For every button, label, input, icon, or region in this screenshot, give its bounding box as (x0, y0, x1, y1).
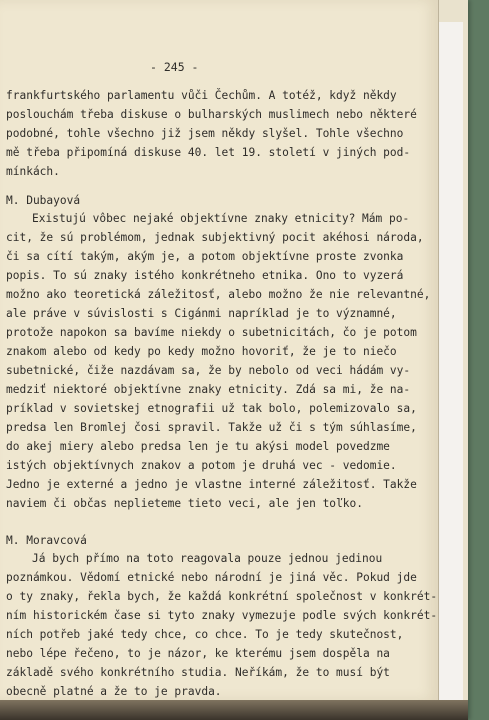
paragraph-line: ním historickém čase si tyto znaky vymezuje podle svých konkrét- (6, 609, 438, 622)
paragraph-line: znakom alebo od kedy po kedy možno hovoriť, že je to niečo (6, 345, 397, 358)
paragraph-line: Já bych přímo na toto reagovala pouze jednou jedinou (32, 552, 383, 565)
speaker-name-moravcova: M. Moravcová (6, 534, 87, 547)
paragraph-line: Jedno je externé a jedno je vlastne interné záležitosť. Takže (6, 478, 417, 491)
paragraph-line: cit, že sú problémom, jednak subjektivný pocit akéhosi národa, (6, 231, 424, 244)
paragraph-line: do akej miery alebo predsa len je tu akýsi model povedzme (6, 440, 390, 453)
paragraph-line: ale práve v súvislosti s Cigánmi napríklad je to významné, (6, 307, 397, 320)
paragraph-line: či sa cítí takým, akým je, a potom objektívne proste zvonka (6, 250, 404, 263)
paragraph-line: základě svého konkrétního studia. Neříkám, že to musí být (6, 666, 390, 679)
intro-line: poslouchám třeba diskuse o bulharských muslimech nebo některé (6, 108, 417, 121)
paragraph-line: o ty znaky, řekla bych, že každá konkrétní společnost v konkrét- (6, 590, 438, 603)
paragraph-line: obecně platné a že to je pravda. (6, 685, 222, 698)
paragraph-line: predsa len Bromlej čosi spravil. Takže už či s tým súhlasíme, (6, 421, 417, 434)
paragraph-line: subetnické, čiže nazdávam sa, že by nebolo od veci hádám vy- (6, 364, 411, 377)
book-bottom-shadow (0, 700, 468, 720)
paragraph-line: popis. To sú znaky istého konkrétneho etnika. Ono to vyzerá (6, 269, 404, 282)
intro-line: frankfurtského parlamentu vůči Čechům. A totéž, když někdy (6, 89, 397, 102)
intro-line: mínkách. (6, 165, 60, 178)
paragraph-line: možno ako teoretická záležitosť, alebo možno že nie relevantné, (6, 288, 431, 301)
page-number: - 245 - (150, 60, 199, 74)
paragraph-line: naviem či občas neplieteme tieto veci, ale jen toľko. (6, 497, 363, 510)
speaker-name-dubayova: M. Dubayová (6, 194, 81, 207)
paragraph-line: istých objektívnych znakov a potom je druhá vec - vedomie. (6, 459, 397, 472)
paragraph-line: Existujú vôbec nejaké objektívne znaky etnicity? Mám po- (32, 212, 410, 225)
intro-line: mě třeba připomíná diskuse 40. let 19. století v jiných pod- (6, 146, 411, 159)
paragraph-line: ních potřeb jaké tedy chce, co chce. To je tedy skutečnost, (6, 628, 404, 641)
paragraph-line: nebo lépe řečeno, to je názor, ke kterému jsem dospěla na (6, 647, 390, 660)
page-stack-edge (436, 22, 463, 710)
paragraph-line: protože napokon sa bavíme niekdy o subetnicitách, čo je potom (6, 326, 417, 339)
paragraph-line: príklad v sovietskej etnografii už tak bolo, polemizovalo sa, (6, 402, 417, 415)
paragraph-line: medziť niektoré objektívne znaky etnicity. Zdá sa mi, že na- (6, 383, 411, 396)
paragraph-line: poznámkou. Vědomí etnické nebo národní je jiná věc. Pokud jde (6, 571, 417, 584)
intro-line: podobné, tohle všechno již jsem někdy slyšel. Tohle všechno (6, 127, 404, 140)
